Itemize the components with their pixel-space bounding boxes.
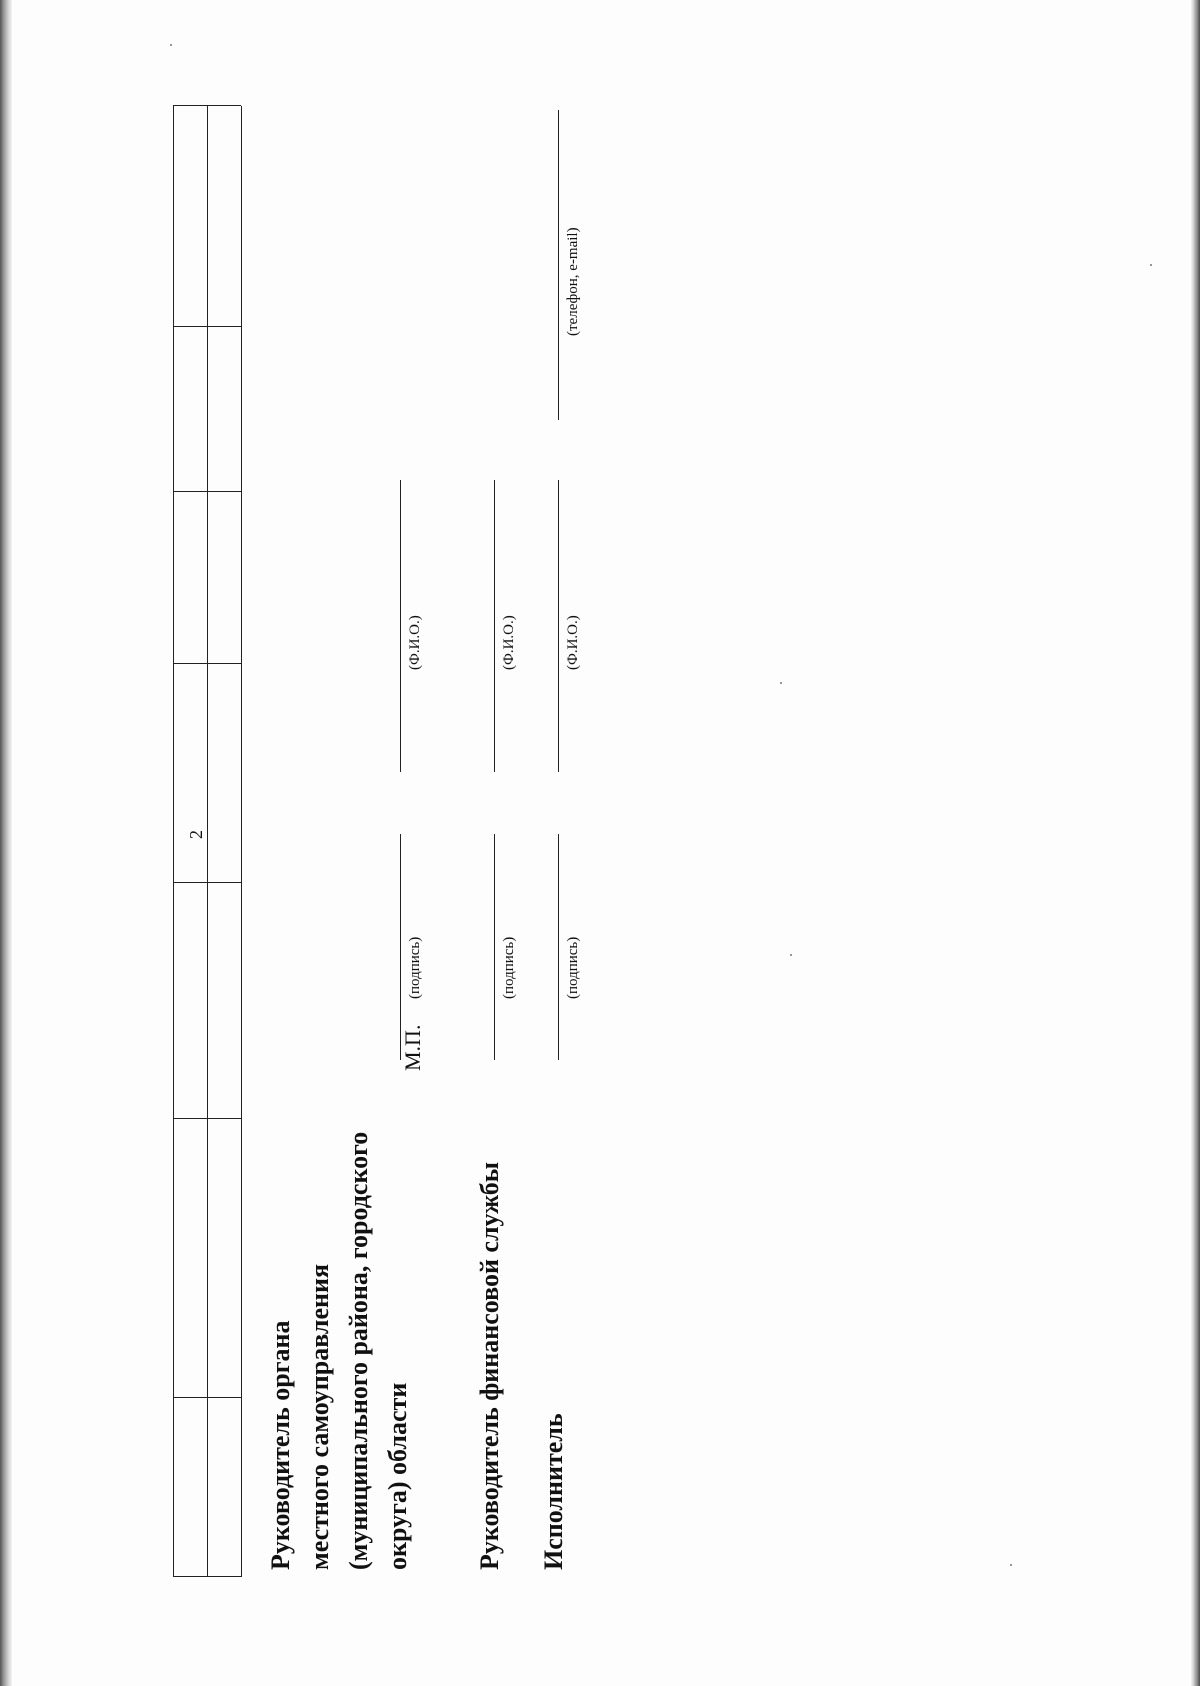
scan-speck [170, 44, 172, 46]
signature-line [494, 834, 495, 1060]
table-border-bottom [241, 106, 242, 1577]
stamp-place-label: М.П. [400, 1024, 425, 1071]
title-line: округа) области [383, 1382, 412, 1570]
table-column-divider [173, 491, 241, 492]
executor-title [534, 1413, 573, 1570]
table-column-divider [173, 1118, 241, 1119]
head-of-authority-title [261, 1132, 417, 1570]
name-caption: (Ф.И.О.) [407, 615, 423, 670]
name-caption: (Ф.И.О.) [565, 615, 581, 670]
title-line: местного самоуправления [305, 1263, 334, 1570]
signature-line [558, 834, 559, 1060]
contact-caption: (телефон, e-mail) [565, 227, 581, 336]
name-line [494, 480, 495, 772]
title-line: Руководитель финансовой службы [475, 1161, 504, 1570]
head-of-finance-title [470, 1162, 509, 1570]
contact-line [558, 110, 559, 420]
name-line [558, 480, 559, 772]
scan-speck [790, 954, 792, 956]
name-caption: (Ф.И.О.) [501, 615, 517, 670]
signature-line [400, 834, 401, 1060]
table-column-divider [173, 663, 241, 664]
table-column-divider [173, 882, 241, 883]
signature-caption: (подпись) [501, 936, 517, 999]
table-column-divider [173, 1576, 241, 1577]
signature-caption: (подпись) [565, 936, 581, 999]
title-line: (муниципального района, городского [344, 1131, 373, 1570]
title-line: Исполнитель [539, 1413, 568, 1570]
name-line [400, 480, 401, 772]
scan-speck [1150, 264, 1152, 266]
table-column-divider [173, 105, 241, 106]
page-number: 2 [186, 830, 206, 839]
table-column-divider [173, 326, 241, 327]
title-line: Руководитель органа [266, 1320, 295, 1570]
signature-caption: (подпись) [407, 936, 423, 999]
scan-speck [780, 682, 782, 684]
scan-speck [1010, 1564, 1012, 1566]
table-column-divider [173, 1397, 241, 1398]
